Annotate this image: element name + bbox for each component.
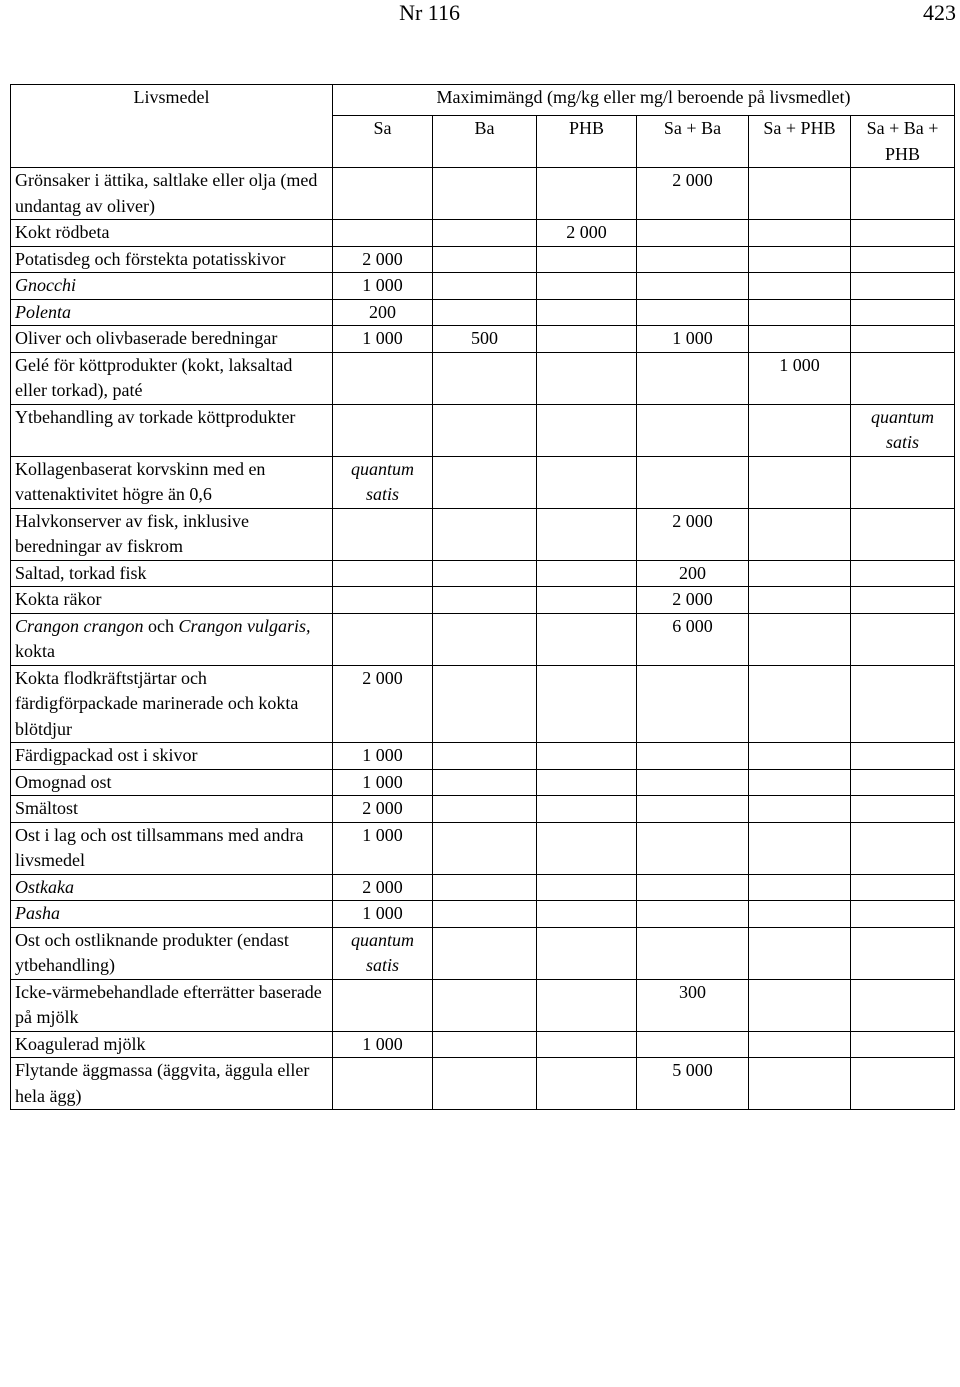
cell-sa-ba	[637, 665, 749, 743]
cell-sa-ba	[637, 456, 749, 508]
row-name: Kokt rödbeta	[11, 220, 333, 247]
row-name-plain-d: kokta	[15, 641, 55, 661]
cell-sa-phb	[749, 1031, 851, 1058]
cell-phb	[537, 326, 637, 353]
cell-sa-ba-phb	[851, 508, 955, 560]
cell-sa: 1 000	[333, 769, 433, 796]
cell-sa-ba: 200	[637, 560, 749, 587]
cell-sa-ba-phb: quantum satis	[851, 404, 955, 456]
cell-sa-ba: 2 000	[637, 168, 749, 220]
table-row	[11, 979, 955, 1031]
table-row	[11, 1031, 955, 1058]
row-name: Halvkonserver av fisk, inklusive beredningar av fiskrom	[11, 508, 333, 560]
cell-sa-ba-phb	[851, 979, 955, 1031]
table-row	[11, 665, 955, 743]
table-row	[11, 1058, 955, 1110]
cell-phb	[537, 796, 637, 823]
cell-sa-ba	[637, 299, 749, 326]
table-row	[11, 168, 955, 220]
row-name: Omognad ost	[11, 769, 333, 796]
cell-ba	[433, 1031, 537, 1058]
cell-sa-ba-phb	[851, 299, 955, 326]
cell-sa-phb	[749, 560, 851, 587]
row-name-italic-a: Crangon crangon	[15, 615, 144, 636]
cell-ba	[433, 508, 537, 560]
cell-phb	[537, 979, 637, 1031]
cell-phb	[537, 901, 637, 928]
cell-sa	[333, 404, 433, 456]
header-livsmedel: Livsmedel	[11, 85, 333, 168]
cell-phb	[537, 587, 637, 614]
cell-phb	[537, 273, 637, 300]
cell-sa-ba-phb	[851, 874, 955, 901]
cell-sa: quantum satis	[333, 456, 433, 508]
table-row	[11, 299, 955, 326]
cell-sa-ba-phb	[851, 1031, 955, 1058]
cell-sa-ba	[637, 404, 749, 456]
row-name: Polenta	[11, 299, 333, 326]
header-phb: PHB	[537, 116, 637, 168]
cell-ba	[433, 796, 537, 823]
cell-sa-phb	[749, 901, 851, 928]
cell-sa-ba	[637, 743, 749, 770]
row-name: Flytande äggmassa (äggvita, äggula eller hela ägg)	[11, 1058, 333, 1110]
cell-sa	[333, 352, 433, 404]
cell-phb	[537, 508, 637, 560]
row-name: Potatisdeg och förstekta potatisskivor	[11, 246, 333, 273]
row-name: Grönsaker i ättika, saltlake eller olja (med undantag av oliver)	[11, 168, 333, 220]
cell-ba	[433, 587, 537, 614]
cell-phb	[537, 769, 637, 796]
table-row	[11, 560, 955, 587]
cell-sa-phb	[749, 273, 851, 300]
cell-sa-ba	[637, 273, 749, 300]
page-number: 423	[923, 0, 956, 25]
cell-sa-ba	[637, 246, 749, 273]
table-row	[11, 404, 955, 456]
cell-sa: 2 000	[333, 665, 433, 743]
cell-sa: 2 000	[333, 796, 433, 823]
cell-sa-ba-phb	[851, 168, 955, 220]
cell-phb	[537, 822, 637, 874]
cell-phb	[537, 560, 637, 587]
cell-sa-phb	[749, 246, 851, 273]
row-name-italic-c: Crangon vulgaris,	[178, 615, 311, 636]
cell-sa-phb	[749, 874, 851, 901]
cell-sa-ba-phb	[851, 822, 955, 874]
row-name: Kokta flodkräftstjärtar och färdigförpackade marinerade och kokta blötdjur	[11, 665, 333, 743]
cell-sa-ba-phb	[851, 273, 955, 300]
cell-phb	[537, 1058, 637, 1110]
row-name: Ost i lag och ost tillsammans med andra livsmedel	[11, 822, 333, 874]
table-row	[11, 822, 955, 874]
row-name: Smältost	[11, 796, 333, 823]
cell-sa-ba-phb	[851, 326, 955, 353]
cell-sa-phb	[749, 927, 851, 979]
cell-ba	[433, 822, 537, 874]
table-row	[11, 352, 955, 404]
cell-phb	[537, 743, 637, 770]
cell-ba	[433, 743, 537, 770]
cell-sa: 1 000	[333, 273, 433, 300]
cell-ba	[433, 1058, 537, 1110]
cell-phb	[537, 456, 637, 508]
cell-sa-phb: 1 000	[749, 352, 851, 404]
header-max-amount: Maximimängd (mg/kg eller mg/l beroende på livsmedlet)	[333, 85, 955, 116]
row-name-plain-b: och	[143, 615, 179, 636]
cell-sa-ba	[637, 352, 749, 404]
cell-sa-phb	[749, 822, 851, 874]
cell-sa	[333, 979, 433, 1031]
cell-sa	[333, 613, 433, 665]
cell-phb	[537, 874, 637, 901]
table-row	[11, 246, 955, 273]
cell-phb	[537, 404, 637, 456]
cell-sa-ba-phb	[851, 927, 955, 979]
header-sa-ba: Sa + Ba	[637, 116, 749, 168]
table-row	[11, 927, 955, 979]
cell-ba	[433, 901, 537, 928]
table-row	[11, 220, 955, 247]
cell-sa-ba-phb	[851, 587, 955, 614]
cell-phb	[537, 352, 637, 404]
cell-sa-ba	[637, 927, 749, 979]
header-sa: Sa	[333, 116, 433, 168]
cell-sa: 2 000	[333, 874, 433, 901]
cell-phb: 2 000	[537, 220, 637, 247]
cell-sa-phb	[749, 168, 851, 220]
cell-sa-phb	[749, 326, 851, 353]
cell-sa-phb	[749, 796, 851, 823]
table-row	[11, 508, 955, 560]
table-row	[11, 769, 955, 796]
cell-sa: 1 000	[333, 1031, 433, 1058]
cell-sa: 1 000	[333, 822, 433, 874]
cell-sa-ba: 6 000	[637, 613, 749, 665]
cell-sa-ba-phb	[851, 769, 955, 796]
row-name: Icke-värmebehandlade efterrätter baserade på mjölk	[11, 979, 333, 1031]
cell-ba	[433, 299, 537, 326]
cell-sa-ba: 2 000	[637, 587, 749, 614]
cell-sa-ba-phb	[851, 743, 955, 770]
row-name: Saltad, torkad fisk	[11, 560, 333, 587]
row-name: Kokta räkor	[11, 587, 333, 614]
cell-sa-ba: 1 000	[637, 326, 749, 353]
page-header	[0, 0, 960, 30]
cell-sa: 1 000	[333, 901, 433, 928]
cell-sa: 1 000	[333, 743, 433, 770]
row-name: Ostkaka	[11, 874, 333, 901]
table-row	[11, 901, 955, 928]
cell-sa-ba-phb	[851, 246, 955, 273]
header-sa-ba-phb: Sa + Ba + PHB	[851, 116, 955, 168]
cell-sa-phb	[749, 769, 851, 796]
table-row	[11, 796, 955, 823]
cell-ba	[433, 273, 537, 300]
cell-sa-ba: 300	[637, 979, 749, 1031]
cell-sa-phb	[749, 1058, 851, 1110]
cell-sa	[333, 587, 433, 614]
table-row	[11, 456, 955, 508]
cell-sa-ba: 2 000	[637, 508, 749, 560]
cell-phb	[537, 299, 637, 326]
cell-sa-ba-phb	[851, 613, 955, 665]
row-name: Kollagenbaserat korvskinn med en vattenaktivitet högre än 0,6	[11, 456, 333, 508]
cell-phb	[537, 246, 637, 273]
cell-sa-phb	[749, 404, 851, 456]
cell-sa-ba	[637, 796, 749, 823]
cell-sa-phb	[749, 979, 851, 1031]
cell-sa	[333, 168, 433, 220]
row-name: Oliver och olivbaserade beredningar	[11, 326, 333, 353]
cell-sa-phb	[749, 220, 851, 247]
cell-sa-ba-phb	[851, 560, 955, 587]
table-row	[11, 874, 955, 901]
cell-sa: 1 000	[333, 326, 433, 353]
cell-ba	[433, 769, 537, 796]
cell-sa: 200	[333, 299, 433, 326]
cell-sa-phb	[749, 508, 851, 560]
table-row	[11, 326, 955, 353]
row-name: Pasha	[11, 901, 333, 928]
cell-sa: quantum satis	[333, 927, 433, 979]
cell-sa-phb	[749, 613, 851, 665]
cell-sa-ba	[637, 822, 749, 874]
cell-phb	[537, 927, 637, 979]
cell-sa-ba-phb	[851, 796, 955, 823]
row-name: Ytbehandling av torkade köttprodukter	[11, 404, 333, 456]
cell-sa-ba-phb	[851, 1058, 955, 1110]
cell-ba	[433, 168, 537, 220]
cell-sa-ba-phb	[851, 901, 955, 928]
cell-sa-phb	[749, 665, 851, 743]
row-name: Färdigpackad ost i skivor	[11, 743, 333, 770]
cell-sa-phb	[749, 299, 851, 326]
row-name: Ost och ostliknande produkter (endast ytbehandling)	[11, 927, 333, 979]
cell-sa: 2 000	[333, 246, 433, 273]
cell-sa	[333, 508, 433, 560]
cell-sa-ba-phb	[851, 665, 955, 743]
table-row	[11, 273, 955, 300]
cell-phb	[537, 613, 637, 665]
cell-ba	[433, 560, 537, 587]
preservative-table	[10, 84, 955, 1110]
row-name: Gelé för köttprodukter (kokt, laksaltad eller torkad), paté	[11, 352, 333, 404]
cell-sa	[333, 560, 433, 587]
cell-ba	[433, 246, 537, 273]
row-name: Gnocchi	[11, 273, 333, 300]
cell-sa-phb	[749, 587, 851, 614]
cell-ba	[433, 404, 537, 456]
cell-sa	[333, 220, 433, 247]
cell-sa	[333, 1058, 433, 1110]
cell-sa-ba-phb	[851, 220, 955, 247]
cell-ba	[433, 220, 537, 247]
cell-ba	[433, 979, 537, 1031]
cell-ba	[433, 874, 537, 901]
cell-sa-ba-phb	[851, 456, 955, 508]
cell-sa-ba	[637, 874, 749, 901]
row-name: Koagulerad mjölk	[11, 1031, 333, 1058]
cell-ba: 500	[433, 326, 537, 353]
table-row	[11, 743, 955, 770]
cell-ba	[433, 665, 537, 743]
header-sa-phb: Sa + PHB	[749, 116, 851, 168]
cell-ba	[433, 927, 537, 979]
page-label: Nr 116	[399, 0, 460, 25]
cell-sa-phb	[749, 456, 851, 508]
cell-sa-ba	[637, 220, 749, 247]
cell-phb	[537, 168, 637, 220]
cell-phb	[537, 665, 637, 743]
cell-ba	[433, 352, 537, 404]
table-row	[11, 613, 955, 665]
cell-sa-ba-phb	[851, 352, 955, 404]
row-name	[11, 613, 333, 665]
cell-phb	[537, 1031, 637, 1058]
table-row	[11, 587, 955, 614]
cell-sa-ba	[637, 769, 749, 796]
cell-ba	[433, 613, 537, 665]
cell-sa-phb	[749, 743, 851, 770]
cell-sa-ba	[637, 901, 749, 928]
cell-sa-ba	[637, 1031, 749, 1058]
cell-ba	[433, 456, 537, 508]
header-ba: Ba	[433, 116, 537, 168]
cell-sa-ba: 5 000	[637, 1058, 749, 1110]
